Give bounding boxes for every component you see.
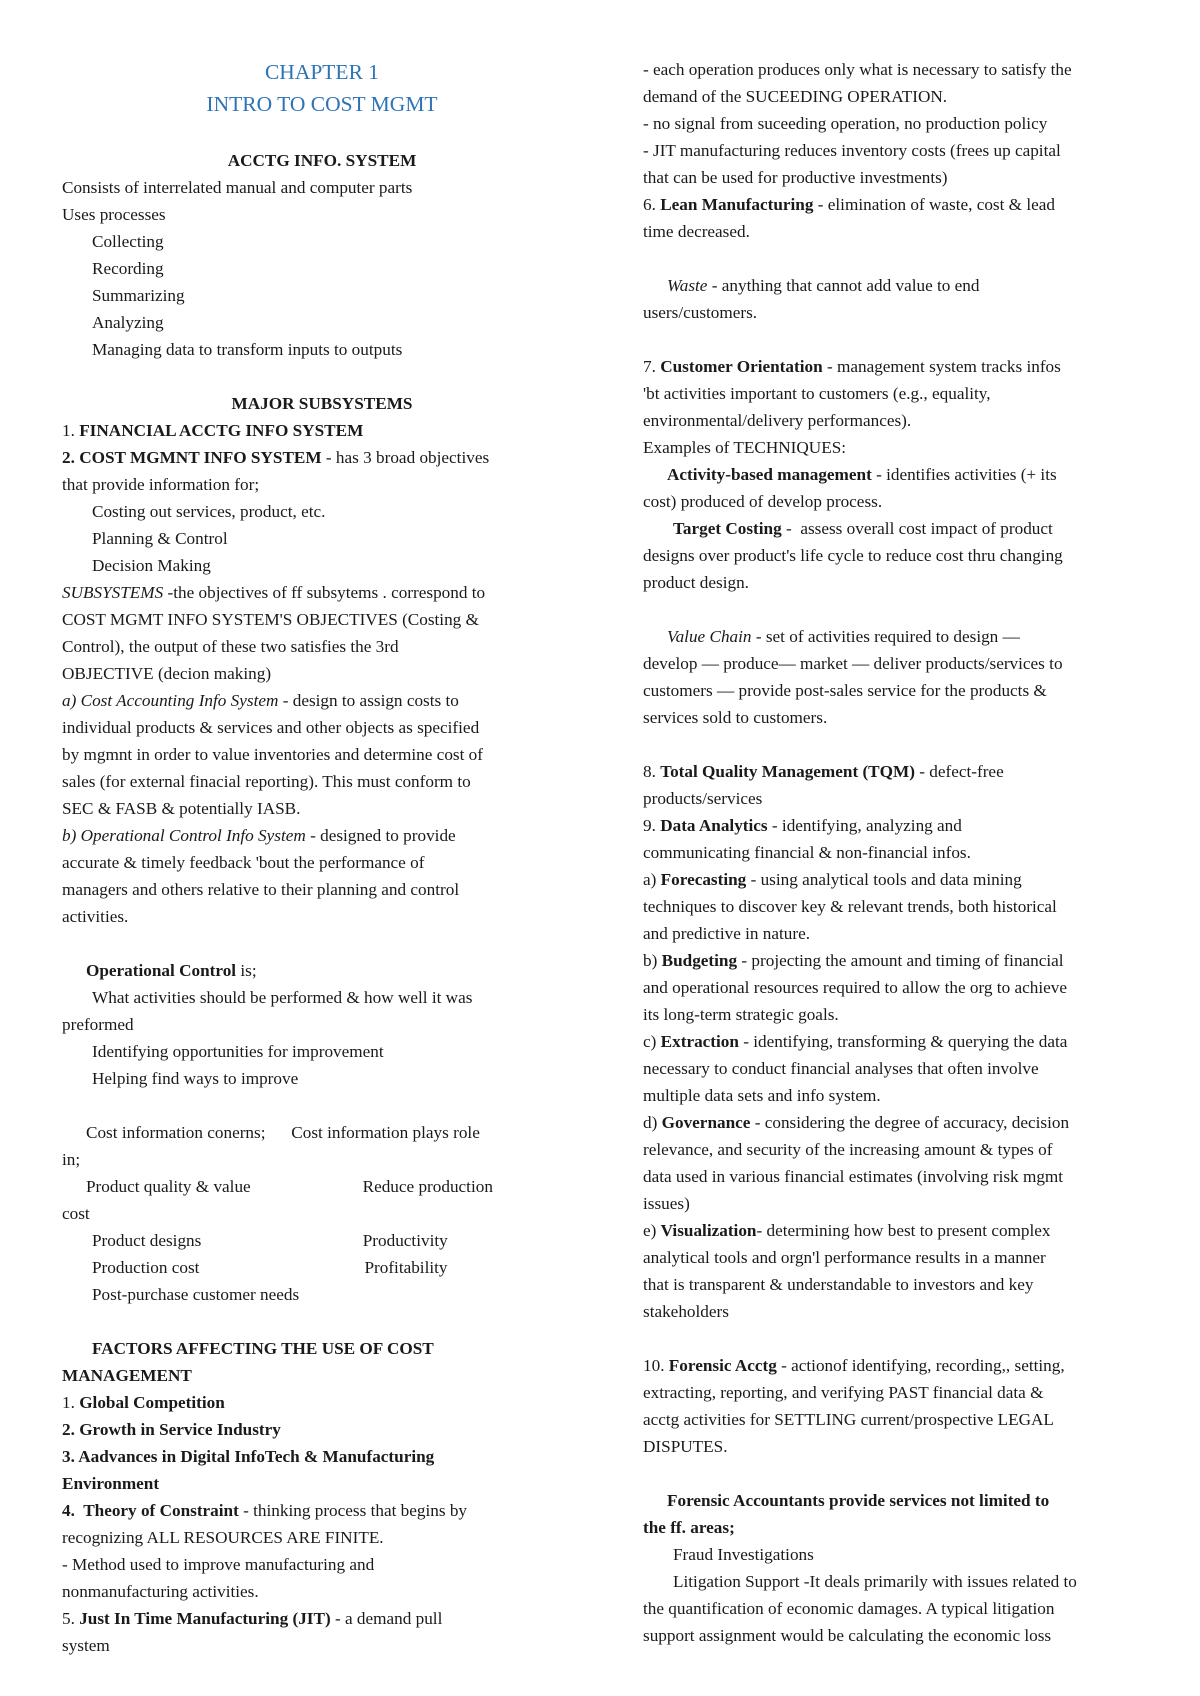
factor-9 bbox=[643, 812, 1159, 839]
value-chain-text: - set of activities required to design — bbox=[751, 627, 1020, 646]
factor-7-text: environmental/delivery performances). bbox=[643, 411, 912, 430]
factor-8-text: products/services bbox=[643, 789, 763, 808]
item-text: - using analytical tools and data mining bbox=[746, 870, 1022, 889]
item-text: - projecting the amount and timing of financial bbox=[737, 951, 1064, 970]
item-text: issues) bbox=[643, 1194, 690, 1213]
value-chain-text: services sold to customers. bbox=[643, 708, 828, 727]
objective-item: Decision Making bbox=[92, 556, 211, 575]
factor-title: Just In Time Manufacturing (JIT) bbox=[79, 1609, 331, 1628]
item-text: its long-term strategic goals. bbox=[643, 1005, 839, 1024]
opctrl-item: Identifying opportunities for improvement bbox=[92, 1042, 384, 1061]
operational-control-term: Operational Control bbox=[86, 961, 237, 980]
techniques-heading: Examples of TECHNIQUES: bbox=[643, 438, 847, 457]
factor-6-text: time decreased. bbox=[643, 222, 750, 241]
cost-acctg-text: SEC & FASB & potentially IASB. bbox=[62, 799, 301, 818]
factor-10-text: DISPUTES. bbox=[643, 1437, 728, 1456]
factor-text: - defect-free bbox=[914, 762, 1004, 781]
value-chain bbox=[643, 623, 1159, 650]
waste-term: Waste bbox=[667, 276, 708, 295]
technique-abm bbox=[643, 461, 1159, 488]
subsystem-2-text2: that provide information for; bbox=[62, 475, 260, 494]
technique-term: Activity-based management bbox=[667, 465, 872, 484]
factor-num: 10. bbox=[643, 1356, 669, 1375]
factor-title: Customer Orientation bbox=[660, 357, 823, 376]
item-text: multiple data sets and info system. bbox=[643, 1086, 881, 1105]
waste-text: - anything that cannot add value to end bbox=[707, 276, 980, 295]
item-num: a) bbox=[643, 870, 661, 889]
factor-title: Theory of Constraint bbox=[83, 1501, 239, 1520]
factor-4-text: nonmanufacturing activities. bbox=[62, 1582, 259, 1601]
technique-text: designs over product's life cycle to reduce cost thru changing bbox=[643, 546, 1063, 565]
subsystems-note bbox=[62, 579, 582, 606]
cost-info-row bbox=[62, 1173, 582, 1200]
item-term: Governance bbox=[661, 1113, 751, 1132]
item-term: Budgeting bbox=[661, 951, 738, 970]
factor-4-text: recognizing ALL RESOURCES ARE FINITE. bbox=[62, 1528, 384, 1547]
item-text: data used in various financial estimates (involving risk mgmt bbox=[643, 1167, 1064, 1186]
factor-10 bbox=[643, 1352, 1159, 1379]
factor-text: - thinking process that begins by bbox=[238, 1501, 468, 1520]
factor-title: Forensic Acctg bbox=[668, 1356, 777, 1375]
factor-8 bbox=[643, 758, 1159, 785]
factors-heading-cont: MANAGEMENT bbox=[62, 1366, 192, 1385]
cost-acctg-info-system bbox=[62, 687, 582, 714]
forensic-service-text: the quantification of economic damages. A typical litigation bbox=[643, 1599, 1055, 1618]
analytics-extraction bbox=[643, 1028, 1159, 1055]
value-chain-text: customers — provide post-sales service for the products & bbox=[643, 681, 1047, 700]
cost-info-row bbox=[62, 1254, 582, 1281]
factor-num: 1. bbox=[62, 1393, 80, 1412]
jit-text: - each operation produces only what is necessary to satisfy the bbox=[643, 60, 1072, 79]
factor-num: 4. bbox=[62, 1501, 84, 1520]
item-text: necessary to conduct financial analyses that often involve bbox=[643, 1059, 1039, 1078]
process-item: Summarizing bbox=[92, 286, 185, 305]
op-ctrl-text: activities. bbox=[62, 907, 129, 926]
concern-item: Product designs bbox=[92, 1231, 202, 1250]
opctrl-item-cont: preformed bbox=[62, 1015, 134, 1034]
operational-control-text: is; bbox=[236, 961, 257, 980]
operational-control-heading bbox=[62, 957, 582, 984]
process-item: Managing data to transform inputs to outputs bbox=[92, 340, 403, 359]
factor-6 bbox=[643, 191, 1159, 218]
item-num: b) bbox=[643, 951, 662, 970]
item-term: Extraction bbox=[660, 1032, 739, 1051]
ais-heading: ACCTG INFO. SYSTEM bbox=[227, 151, 417, 170]
factor-num: 9. bbox=[643, 816, 661, 835]
forensic-service-text: support assignment would be calculating the economic loss bbox=[643, 1626, 1052, 1645]
item-text: techniques to discover key & relevant trends, both historical bbox=[643, 897, 1057, 916]
factor-10-text: acctg activities for SETTLING current/prospective LEGAL bbox=[643, 1410, 1054, 1429]
ais-line: Consists of interrelated manual and computer parts bbox=[62, 178, 413, 197]
factor-num: 6. bbox=[643, 195, 661, 214]
major-subsystems-heading: MAJOR SUBSYSTEMS bbox=[231, 394, 413, 413]
cost-acctg-term: a) Cost Accounting Info System bbox=[62, 691, 279, 710]
subsystems-text: Control), the output of these two satisfies the 3rd bbox=[62, 637, 399, 656]
factor-text: - identifying, analyzing and bbox=[767, 816, 962, 835]
role-item-cont: cost bbox=[62, 1204, 90, 1223]
item-text: - determining how best to present complex bbox=[756, 1221, 1051, 1240]
subsystem-1-num: 1. bbox=[62, 421, 80, 440]
item-text: that is transparent & understandable to investors and key bbox=[643, 1275, 1034, 1294]
item-text: relevance, and security of the increasing amount & types of bbox=[643, 1140, 1053, 1159]
item-text: - identifying, transforming & querying the data bbox=[738, 1032, 1068, 1051]
process-item: Collecting bbox=[92, 232, 164, 251]
factor-text: - a demand pull bbox=[330, 1609, 443, 1628]
chapter-number: CHAPTER 1 bbox=[264, 60, 380, 84]
factor-3: 3. Aadvances in Digital InfoTech & Manufacturing bbox=[62, 1447, 435, 1466]
waste-text: users/customers. bbox=[643, 303, 758, 322]
jit-text: - JIT manufacturing reduces inventory costs (frees up capital bbox=[643, 141, 1061, 160]
objective-item: Planning & Control bbox=[92, 529, 228, 548]
item-text: and predictive in nature. bbox=[643, 924, 811, 943]
subsystems-text: -the objectives of ff subsytems . correspond to bbox=[163, 583, 486, 602]
factor-7 bbox=[643, 353, 1159, 380]
item-text: and operational resources required to allow the org to achieve bbox=[643, 978, 1067, 997]
item-num: c) bbox=[643, 1032, 661, 1051]
analytics-visualization bbox=[643, 1217, 1159, 1244]
op-ctrl-info-system bbox=[62, 822, 582, 849]
ais-line: Uses processes bbox=[62, 205, 166, 224]
cost-acctg-text: by mgmnt in order to value inventories and determine cost of bbox=[62, 745, 483, 764]
process-item: Analyzing bbox=[92, 313, 164, 332]
factor-3-cont: Environment bbox=[62, 1474, 160, 1493]
cost-info-header: Cost information conerns; Cost information plays role bbox=[86, 1123, 480, 1142]
factor-7-text: 'bt activities important to customers (e.g., equality, bbox=[643, 384, 991, 403]
factor-text: - actionof identifying, recording,, setting, bbox=[776, 1356, 1065, 1375]
cost-acctg-text: - design to assign costs to bbox=[278, 691, 459, 710]
technique-text: cost) produced of develop process. bbox=[643, 492, 883, 511]
factor-4-text: - Method used to improve manufacturing and bbox=[62, 1555, 375, 1574]
concern-item: Post-purchase customer needs bbox=[92, 1285, 300, 1304]
subsystem-2-text: - has 3 broad objectives bbox=[321, 448, 490, 467]
jit-text: - no signal from suceeding operation, no production policy bbox=[643, 114, 1048, 133]
factor-9-text: communicating financial & non-financial infos. bbox=[643, 843, 971, 862]
subsystem-2 bbox=[62, 444, 582, 471]
technique-text: - identifies activities (+ its bbox=[871, 465, 1057, 484]
factor-title: Lean Manufacturing bbox=[660, 195, 814, 214]
item-num: e) bbox=[643, 1221, 661, 1240]
subsystems-term: SUBSYSTEMS bbox=[62, 583, 164, 602]
item-text: - considering the degree of accuracy, decision bbox=[750, 1113, 1070, 1132]
factor-5 bbox=[62, 1605, 582, 1632]
process-item: Recording bbox=[92, 259, 164, 278]
cost-info-header-cont: in; bbox=[62, 1150, 81, 1169]
factor-title: Global Competition bbox=[79, 1393, 225, 1412]
waste-definition bbox=[643, 272, 1159, 299]
op-ctrl-term: b) Operational Control Info System bbox=[62, 826, 306, 845]
forensic-services-heading: Forensic Accountants provide services not limited to bbox=[667, 1491, 1050, 1510]
subsystem-1-title: FINANCIAL ACCTG INFO SYSTEM bbox=[79, 421, 364, 440]
concern-item: Production cost bbox=[92, 1258, 200, 1277]
op-ctrl-text: managers and others relative to their planning and control bbox=[62, 880, 460, 899]
forensic-service-item: Fraud Investigations bbox=[673, 1545, 814, 1564]
op-ctrl-text: accurate & timely feedback 'bout the performance of bbox=[62, 853, 425, 872]
chapter-title: INTRO TO COST MGMT bbox=[206, 92, 438, 116]
factor-2: 2. Growth in Service Industry bbox=[62, 1420, 281, 1439]
role-item: Profitability bbox=[364, 1258, 448, 1277]
jit-text: that can be used for productive investments) bbox=[643, 168, 948, 187]
value-chain-term: Value Chain bbox=[667, 627, 752, 646]
technique-target-costing bbox=[643, 515, 1159, 542]
factor-title: Total Quality Management (TQM) bbox=[660, 762, 915, 781]
subsystems-text: OBJECTIVE (decion making) bbox=[62, 664, 272, 683]
objective-item: Costing out services, product, etc. bbox=[92, 502, 326, 521]
factor-num: 8. bbox=[643, 762, 661, 781]
analytics-governance bbox=[643, 1109, 1159, 1136]
opctrl-item: Helping find ways to improve bbox=[92, 1069, 299, 1088]
item-term: Forecasting bbox=[660, 870, 747, 889]
factor-5-text: system bbox=[62, 1636, 110, 1655]
analytics-forecasting bbox=[643, 866, 1159, 893]
forensic-services-heading-cont: the ff. areas; bbox=[643, 1518, 735, 1537]
op-ctrl-text: - designed to provide bbox=[305, 826, 456, 845]
forensic-service-item: Litigation Support -It deals primarily with issues related to bbox=[673, 1572, 1077, 1591]
subsystem-2-title: 2. COST MGMNT INFO SYSTEM bbox=[62, 448, 322, 467]
factor-text: - elimination of waste, cost & lead bbox=[813, 195, 1055, 214]
technique-text: product design. bbox=[643, 573, 749, 592]
factor-num: 7. bbox=[643, 357, 661, 376]
opctrl-item: What activities should be performed & how well it was bbox=[92, 988, 473, 1007]
concern-item: Product quality & value bbox=[86, 1177, 251, 1196]
cost-acctg-text: sales (for external finacial reporting). This must conform to bbox=[62, 772, 471, 791]
cost-acctg-text: individual products & services and other objects as specified bbox=[62, 718, 480, 737]
subsystem-1 bbox=[62, 417, 582, 444]
factor-title: Data Analytics bbox=[660, 816, 768, 835]
item-term: Visualization bbox=[660, 1221, 757, 1240]
role-item: Productivity bbox=[362, 1231, 448, 1250]
factor-4 bbox=[62, 1497, 582, 1524]
right-column bbox=[643, 56, 1159, 1649]
factor-10-text: extracting, reporting, and verifying PAST financial data & bbox=[643, 1383, 1044, 1402]
factor-text: - management system tracks infos bbox=[822, 357, 1061, 376]
factors-heading: FACTORS AFFECTING THE USE OF COST bbox=[92, 1339, 434, 1358]
left-column bbox=[62, 56, 582, 1659]
value-chain-text: develop — produce— market — deliver products/services to bbox=[643, 654, 1063, 673]
factor-num: 5. bbox=[62, 1609, 80, 1628]
subsystems-text: COST MGMT INFO SYSTEM'S OBJECTIVES (Costing & bbox=[62, 610, 479, 629]
item-text: stakeholders bbox=[643, 1302, 729, 1321]
analytics-budgeting bbox=[643, 947, 1159, 974]
factor-1 bbox=[62, 1389, 582, 1416]
item-num: d) bbox=[643, 1113, 662, 1132]
technique-term: Target Costing bbox=[673, 519, 782, 538]
item-text: analytical tools and orgn'l performance results in a manner bbox=[643, 1248, 1046, 1267]
role-item: Reduce production bbox=[362, 1177, 493, 1196]
technique-text: - assess overall cost impact of product bbox=[781, 519, 1053, 538]
cost-info-row bbox=[62, 1227, 582, 1254]
jit-text: demand of the SUCEEDING OPERATION. bbox=[643, 87, 948, 106]
